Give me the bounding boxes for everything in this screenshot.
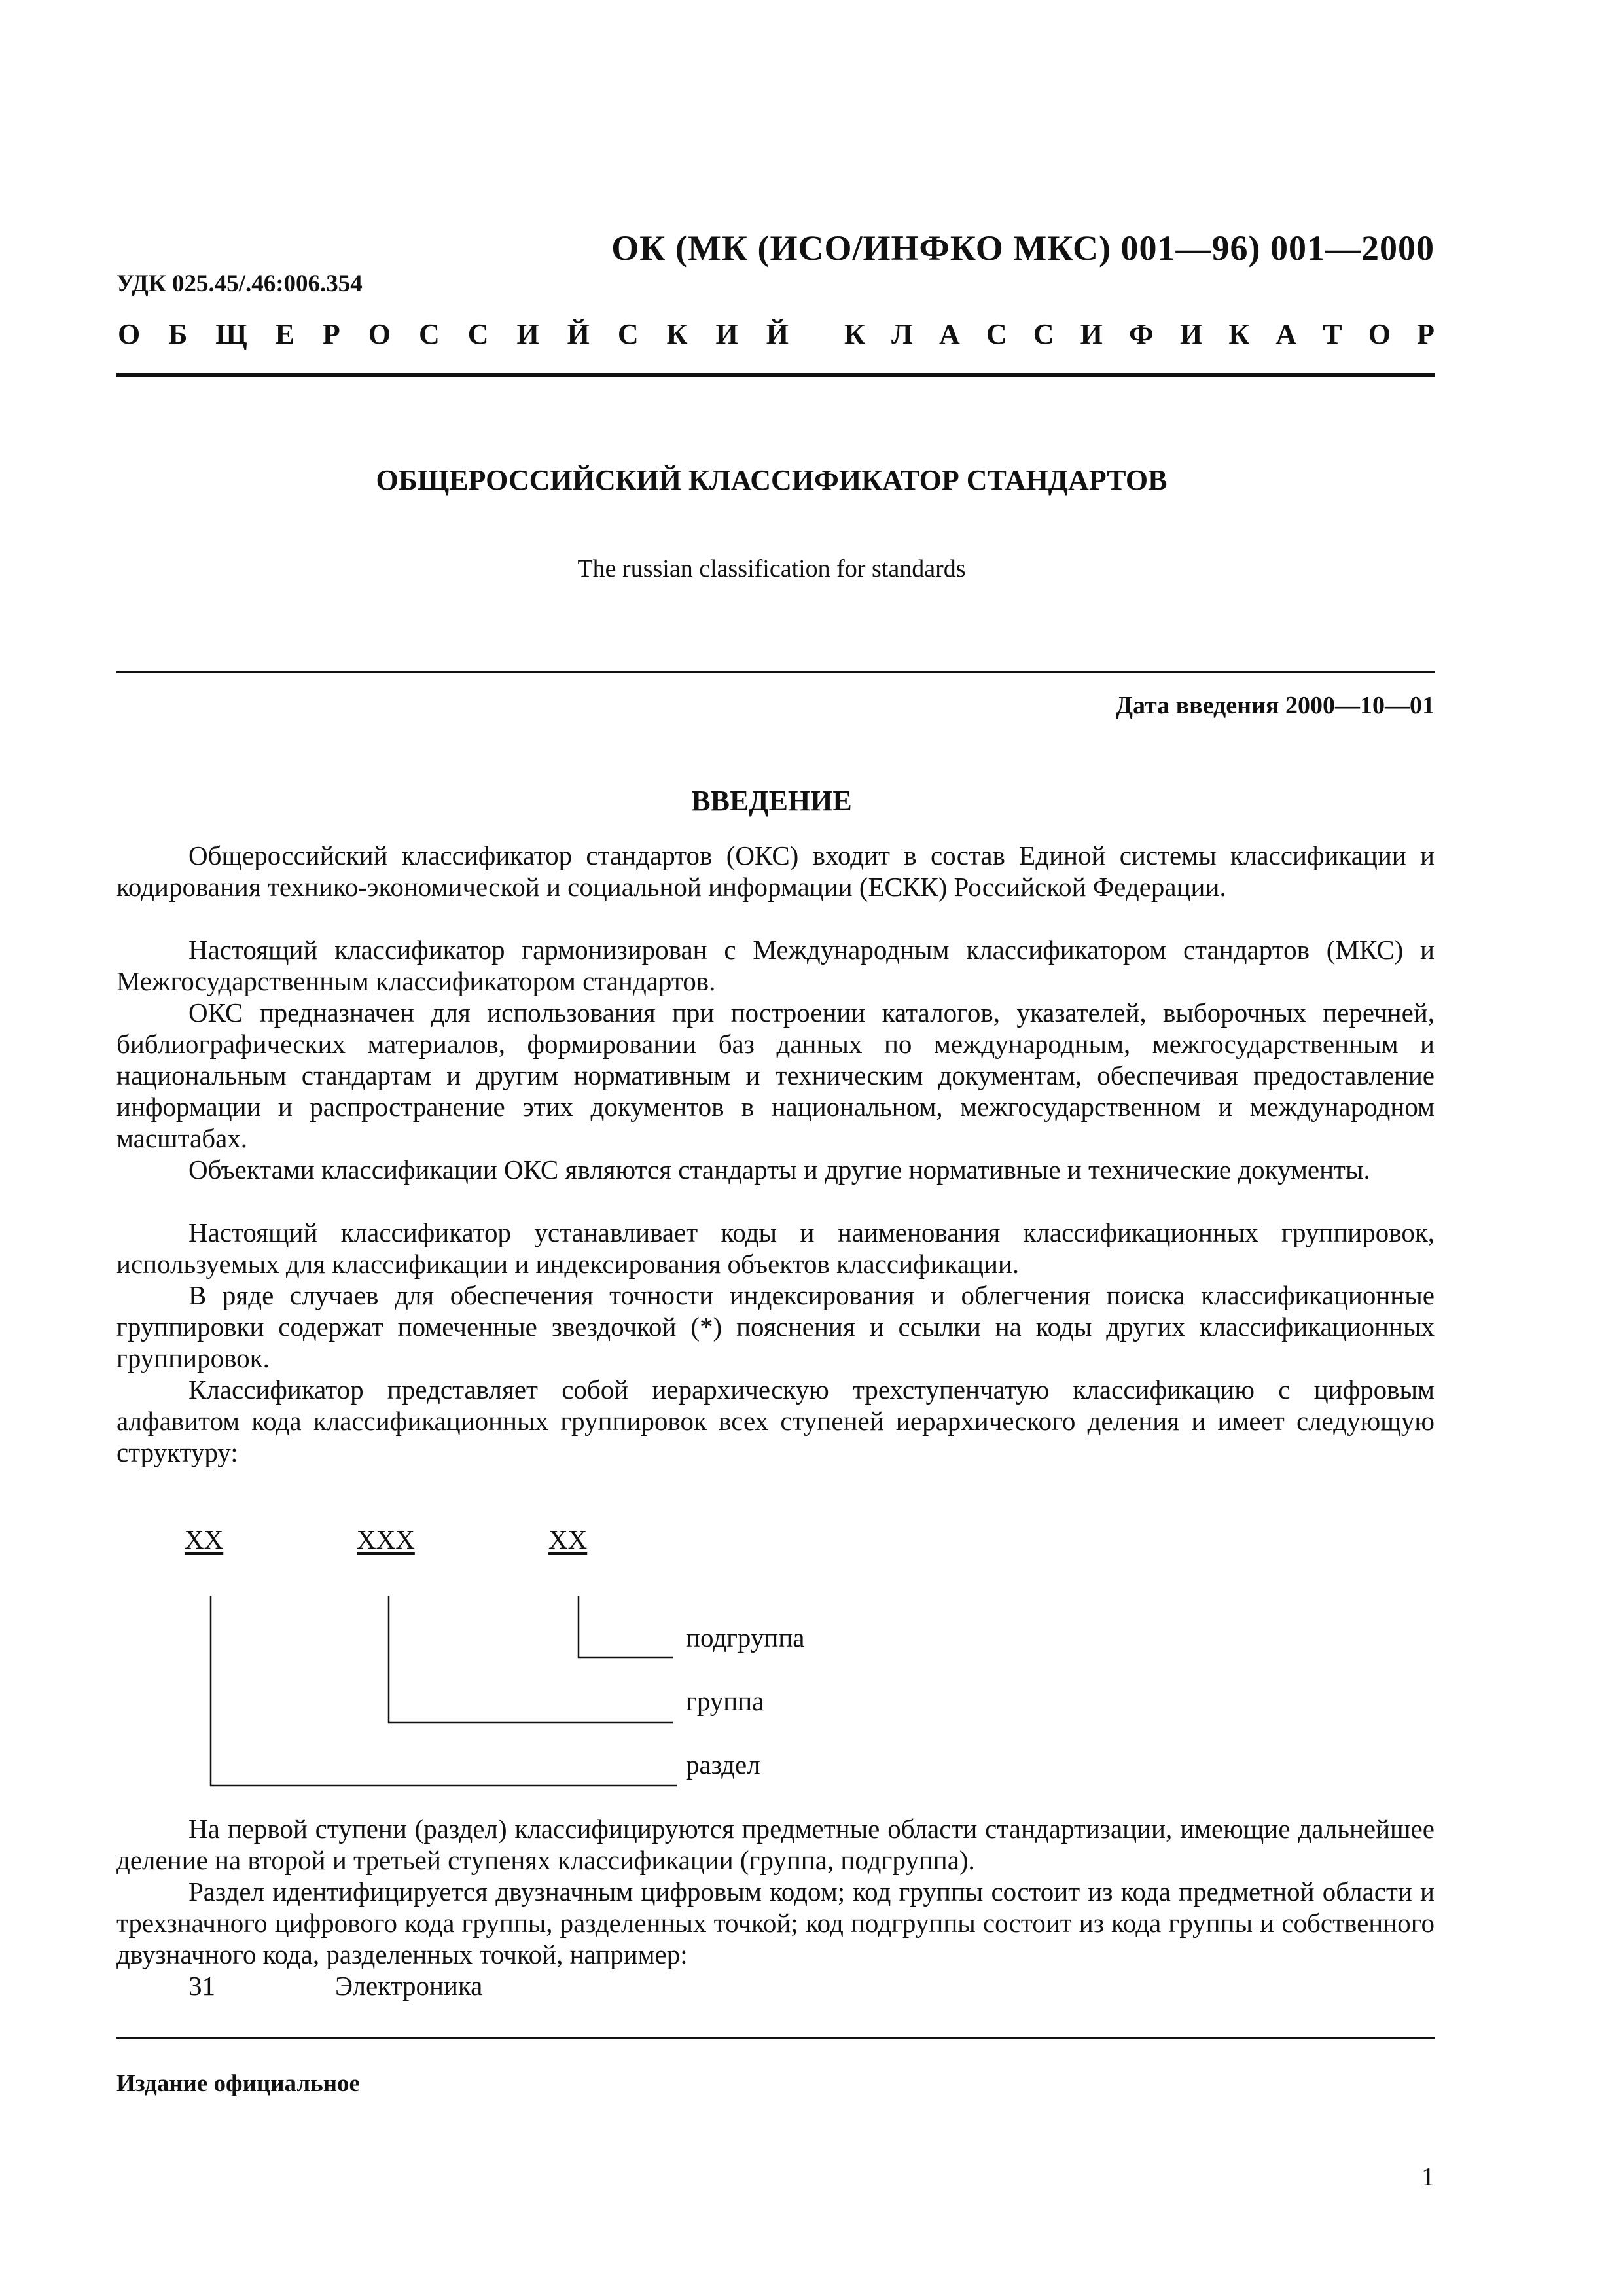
banner-letter: Л <box>891 318 913 350</box>
banner-letter: Т <box>1323 318 1342 350</box>
banner-letter: О <box>1368 318 1391 350</box>
code-part-section: XX <box>185 1524 224 1554</box>
code-part-group: XXX <box>357 1524 415 1554</box>
banner-letter: К <box>666 318 688 350</box>
paragraph: ОКС предназначен для использования при построении каталогов, указателей, выборочных перечней, библиографических материалов, формировании баз данных по международным, межгосударственным и национальным стандартам и другим нормативным и техническим документам, обеспечивая предоставление информации и распространение этих документов в национальном, межгосударственном и международном масштабах. <box>116 997 1435 1153</box>
official-edition-note: Издание официальное <box>116 2070 360 2097</box>
banner-letter: Й <box>766 318 789 350</box>
banner-letter: Ф <box>1129 318 1154 350</box>
banner-letter: Б <box>168 318 188 350</box>
paragraph: Общероссийский классификатор стандартов (ОКС) входит в состав Единой системы классификации и кодирования технико-экономической и социальной информации (ЕСКК) Российской Федерации. <box>116 840 1435 902</box>
section-heading: ВВЕДЕНИЕ <box>691 785 852 817</box>
example-code: 31 <box>188 1971 215 2001</box>
level-label-group: группа <box>686 1686 764 1716</box>
banner-letter: С <box>418 318 440 350</box>
banner-letter: Й <box>567 318 590 350</box>
document-code: ОК (МК (ИСО/ИНФКО МКС) 001—96) 001—2000 <box>611 228 1435 268</box>
banner-letter: И <box>1179 318 1203 350</box>
banner-letter: Р <box>322 318 340 350</box>
banner-letter: Щ <box>215 318 247 350</box>
udk-index: УДК 025.45/.46:006.354 <box>116 270 363 297</box>
banner-letter: С <box>986 318 1007 350</box>
footer-rule <box>116 2037 1435 2039</box>
level-label-section: раздел <box>686 1749 760 1780</box>
code-part-subgroup: XX <box>548 1524 588 1554</box>
page-number: 1 <box>1421 2162 1435 2191</box>
banner-letter: О <box>118 318 141 350</box>
paragraph: Настоящий классификатор устанавливает коды и наименования классификационных группировок, используемых для классификации и индексирования объектов классификации. <box>116 1217 1435 1279</box>
banner-letter: И <box>715 318 738 350</box>
document-subtitle: The russian classification for standards <box>577 555 966 583</box>
banner-letter: А <box>938 318 960 350</box>
banner-letter: И <box>1080 318 1103 350</box>
banner-letter: С <box>467 318 489 350</box>
example-name: Электроника <box>335 1971 483 2001</box>
group-connector <box>389 1596 673 1723</box>
banner-letter: Р <box>1417 318 1435 350</box>
paragraph: Настоящий классификатор гармонизирован с Международным классификатором стандартов (МКС) и Межгосударственным классификатором стандартов. <box>116 935 1435 996</box>
banner-letter: К <box>844 318 865 350</box>
level-label-subgroup: подгруппа <box>686 1623 805 1653</box>
section-connector <box>211 1596 677 1785</box>
banner-letter: А <box>1275 318 1297 350</box>
banner-letter: О <box>368 318 391 350</box>
banner-letter: С <box>617 318 639 350</box>
banner-letter: И <box>516 318 539 350</box>
paragraph: Объектами классификации ОКС являются стандарты и другие нормативные и технические документы. <box>188 1155 1370 1185</box>
banner-letter: К <box>1228 318 1250 350</box>
banner-letter: Е <box>275 318 294 350</box>
subgroup-connector <box>579 1596 673 1657</box>
document-title: ОБЩЕРОССИЙСКИЙ КЛАССИФИКАТОР СТАНДАРТОВ <box>376 464 1168 496</box>
paragraph: На первой ступени (раздел) классифицируются предметные области стандартизации, имеющие дальнейшее деление на второй и третьей ступенях классификации (группа, подгруппа). <box>116 1814 1435 1875</box>
effective-date: Дата введения 2000—10—01 <box>1115 692 1435 719</box>
banner-letter: С <box>1033 318 1054 350</box>
paragraph: В ряде случаев для обеспечения точности индексирования и облегчения поиска классификационные группировки содержат помеченные звездочкой (*) пояснения и ссылки на коды других классификационных группировок. <box>116 1280 1435 1373</box>
paragraph: Классификатор представляет собой иерархическую трехступенчатую классификацию с цифровым алфавитом кода классификационных группировок всех ступеней иерархического деления и имеет следующую структуру: <box>116 1374 1435 1467</box>
paragraph: Раздел идентифицируется двузначным цифровым кодом; код группы состоит из кода предметной области и трехзначного цифрового кода группы, разделенных точкой; код подгруппы состоит из кода группы и собственного двузначного кода, разделенных точкой, например: <box>116 1876 1435 1969</box>
